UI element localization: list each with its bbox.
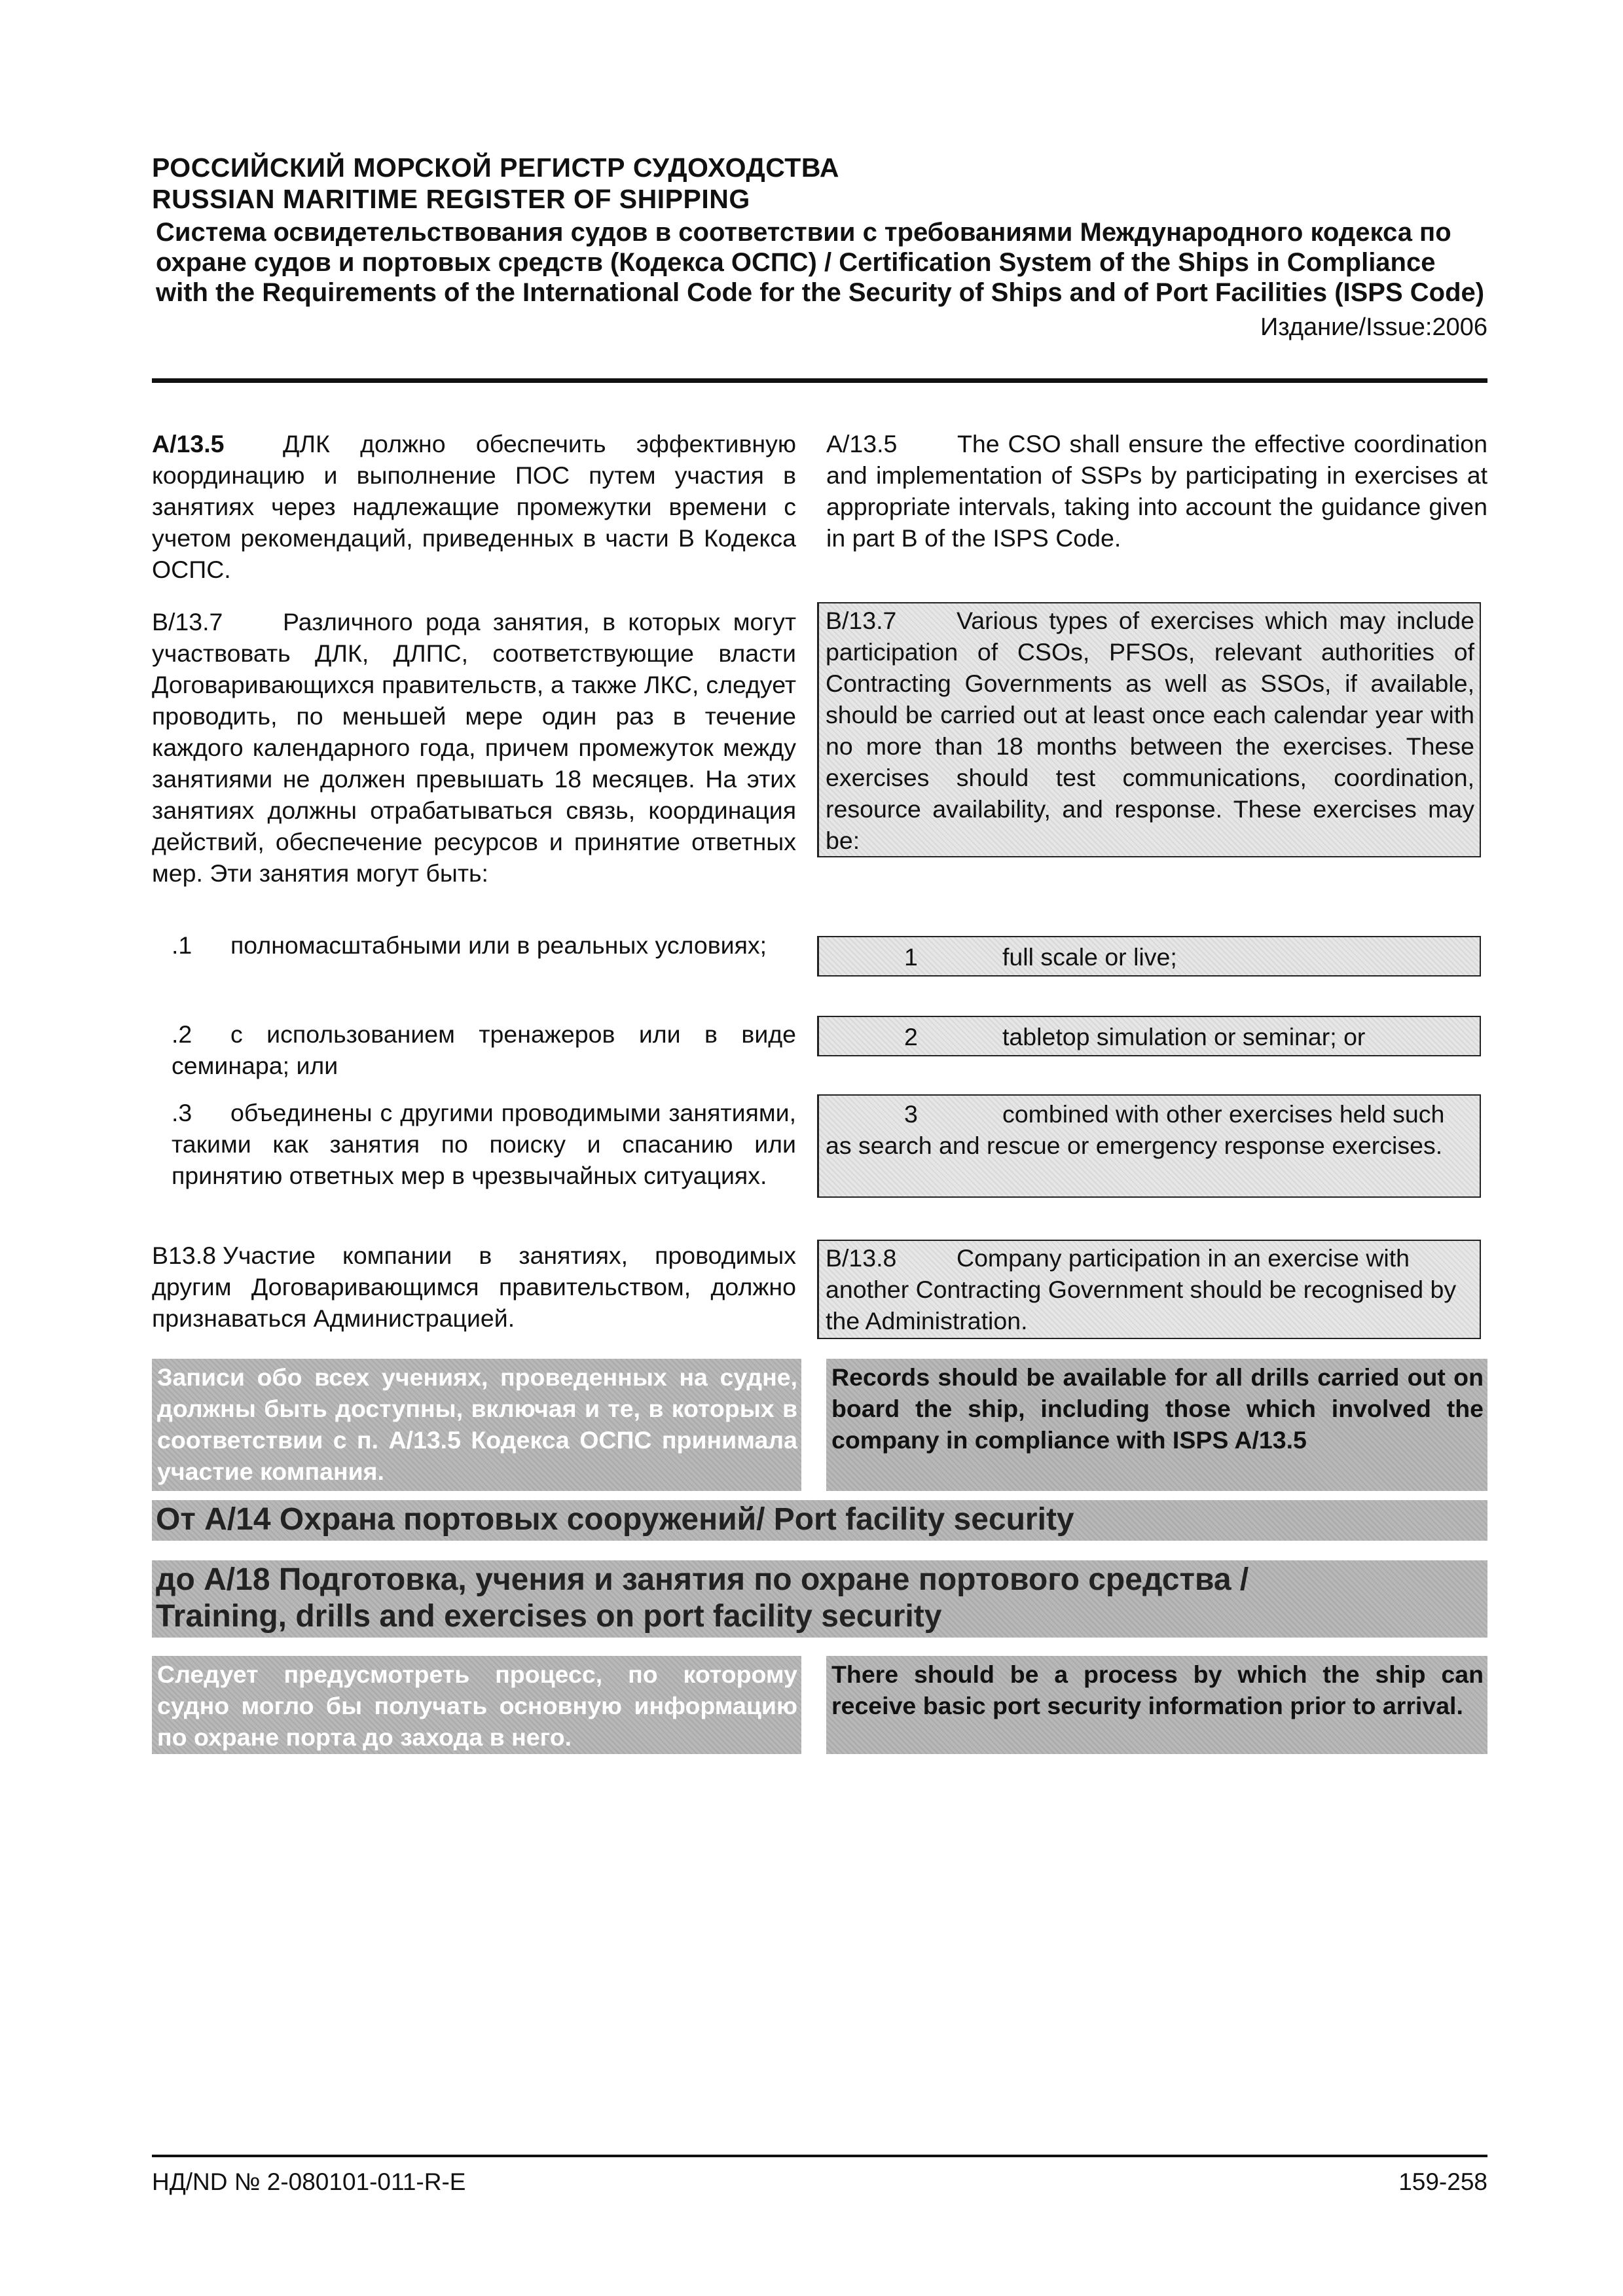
b13-7-ru	[152, 606, 796, 889]
a13-5-en	[826, 428, 1487, 554]
item-number: 1	[904, 943, 918, 971]
register-title-en: RUSSIAN MARITIME REGISTER OF SHIPPING	[152, 184, 750, 214]
clause-text: Various types of exercises which may include participation of CSOs, PFSOs, relevant authorities of Contracting Governments as well as SSOs, if available, should be carried out at least once each calendar year with no more than 18 months between the exercises. These exercises should test communications, coordination, resource availability, and response. These exercises may be:	[826, 607, 1474, 854]
clause-number: А/13.5	[152, 430, 225, 457]
clause-number: В13.8	[152, 1242, 216, 1269]
clause-number: A/13.5	[826, 430, 898, 457]
item-number: .2	[172, 1020, 192, 1048]
records-note-en	[826, 1359, 1487, 1491]
item-1-ru	[172, 929, 796, 961]
item-number: 3	[904, 1100, 918, 1128]
item-text: tabletop simulation or seminar; or	[1002, 1023, 1366, 1050]
item-text: объединены с другими проводимыми занятиями, такими как занятия по поиску и спасанию или принятию ответных мер в чрезвычайных ситуациях.	[172, 1099, 796, 1189]
clause-number: B/13.7	[826, 607, 897, 634]
process-note-en	[826, 1656, 1487, 1754]
item-text: полномасштабными или в реальных условиях;	[230, 931, 767, 959]
clause-text: Различного рода занятия, в которых могут участвовать ДЛК, ДЛПС, соответствующие власти Договаривающихся правительств, а также ЛКС, следует проводить, по меньшей мере один раз в течение каждого календарного года, причем промежуток между занятиями не должен превышать 18 месяцев. На этих занятиях должны отрабатываться связь, координация действий, обеспечение ресурсов и принятие ответных мер. Эти занятия могут быть:	[152, 608, 796, 887]
item-text: combined with other exercises held such as search and rescue or emergency response exercises.	[826, 1100, 1445, 1159]
item-text: с использованием тренажеров или в виде семинара; или	[172, 1020, 796, 1079]
page-footer	[152, 2168, 1487, 2197]
section-heading-text: От А/14 Охрана портовых сооружений/ Port facility security	[156, 1502, 1074, 1537]
process-note-text: There should be a process by which the ship can receive basic port security information prior to arrival.	[831, 1660, 1484, 1719]
clause-number: B/13.8	[826, 1244, 897, 1272]
clause-text: The CSO shall ensure the effective coordination and implementation of SSPs by participating in exercises at appropriate intervals, taking into account the guidance given in part B of the ISPS Code.	[826, 430, 1487, 552]
item-3-ru	[172, 1097, 796, 1191]
section-heading-line1: до А/18 Подготовка, учения и занятия по охране портового средства /	[156, 1562, 1249, 1597]
process-note-ru	[152, 1656, 801, 1754]
records-note-text: Records should be available for all drills carried out on board the ship, including those which involved the company in compliance with ISPS A/13.5	[831, 1363, 1484, 1454]
clause-number: В/13.7	[152, 608, 223, 636]
b13-8-en	[817, 1240, 1481, 1339]
clause-text: Участие компании в занятиях, проводимых другим Договаривающимся правительством, должно признаваться Администрацией.	[152, 1242, 796, 1332]
certification-system-title: Система освидетельствования судов в соответствии с требованиями Международного кодекса по охране судов и портовых средств (Кодекса ОСПС) / Certification System of the Ships in Compliance with the Requirements of the International Code for the Security of Ships and of Port Facilities (ISPS Code)	[156, 218, 1485, 307]
a13-5-ru	[152, 428, 796, 585]
item-1-en	[817, 936, 1481, 977]
b13-7-en	[817, 602, 1481, 857]
item-number: .1	[172, 931, 192, 959]
records-note-text: Записи обо всех учениях, проведенных на судне, должны быть доступны, включая и те, в которых в соответствии с п. А/13.5 Кодекса ОСПС принимала участие компания.	[157, 1363, 797, 1485]
item-number: 2	[904, 1023, 918, 1050]
register-title-ru: РОССИЙСКИЙ МОРСКОЙ РЕГИСТР СУДОХОДСТВА	[152, 152, 840, 183]
b13-8-ru	[152, 1240, 796, 1334]
page-header	[152, 152, 1487, 343]
page-number: 159-258	[1398, 2168, 1487, 2195]
section-heading-line2: Training, drills and exercises on port facility security	[156, 1599, 942, 1634]
document-number: НД/ND № 2-080101-011-R-E	[152, 2168, 466, 2195]
footer-rule	[152, 2155, 1487, 2157]
process-note-text: Следует предусмотреть процесс, по которому судно могло бы получать основную информацию по охране порта до захода в него.	[157, 1660, 797, 1751]
item-2-en	[817, 1016, 1481, 1056]
header-rule	[152, 378, 1487, 383]
records-note-ru	[152, 1359, 801, 1491]
clause-text: ДЛК должно обеспечить эффективную координацию и выполнение ПОС путем участия в занятиях через надлежащие промежутки времени с учетом рекомендаций, приведенных в части В Кодекса ОСПС.	[152, 430, 796, 583]
issue-label: Издание/Issue:2006	[1260, 314, 1487, 341]
item-text: full scale or live;	[1002, 943, 1177, 971]
item-3-en	[817, 1094, 1481, 1198]
item-number: .3	[172, 1099, 192, 1126]
section-heading-a14	[152, 1500, 1487, 1541]
section-heading-a18	[152, 1560, 1487, 1638]
clause-text: Company participation in an exercise with another Contracting Government should be recognised by the Administration.	[826, 1244, 1457, 1335]
item-2-ru	[172, 1018, 796, 1081]
